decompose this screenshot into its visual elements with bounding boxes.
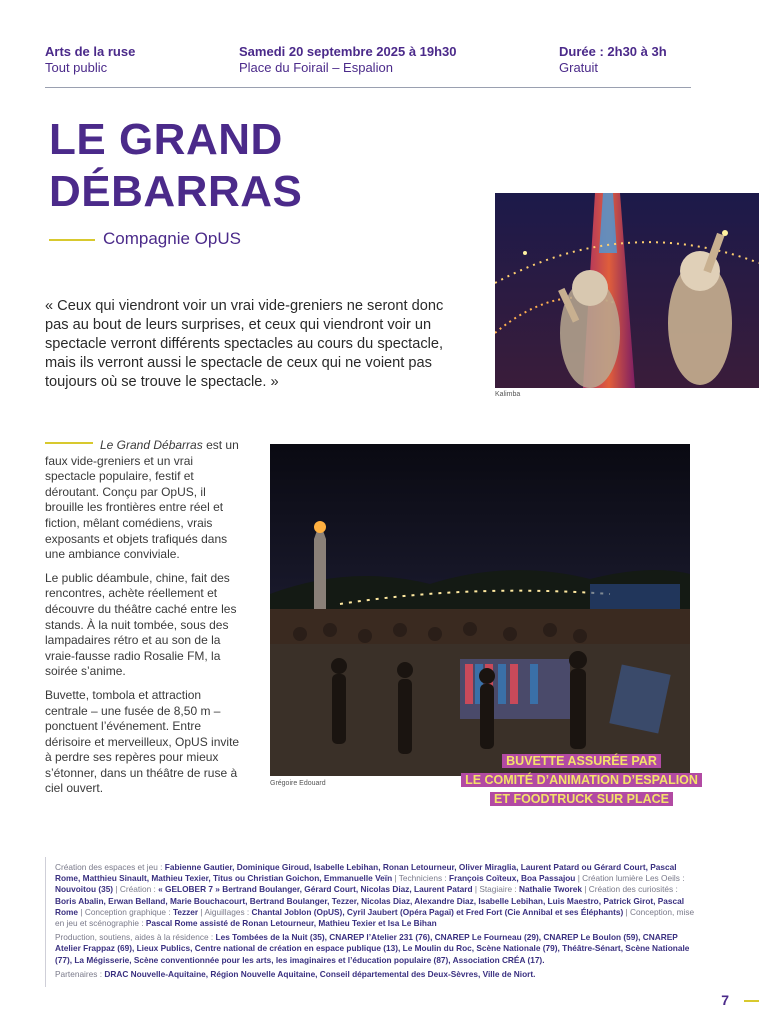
duration-label: Durée : 2h30 à 3h (559, 44, 667, 59)
buvette-line-1: BUVETTE ASSURÉE PAR (502, 754, 661, 768)
description-paragraph-1 (45, 438, 245, 563)
title-line-1: LE GRAND (49, 115, 283, 164)
credit-label: | Création lumière Les Oeils : (575, 873, 685, 884)
company-accent-bar (49, 239, 95, 241)
header-divider (45, 87, 691, 88)
header-col-duration (559, 44, 667, 76)
credit-label: | Création : (113, 884, 159, 895)
quote-text: « Ceux qui viendront voir un vrai vide-greniers ne seront donc pas au bout de leurs surprises, et ceux qui viendront voir un spectacle verront différents spectacles au cours du spectacle, mais ils verront aussi le spectacle de ceux qui ne voient pas toujours où se trouve le spectacle. » (45, 298, 444, 390)
credit-names: François Coïteux, Boa Passajou (449, 873, 576, 884)
buvette-line-2: LE COMITÉ D’ANIMATION D’ESPALION (461, 773, 702, 787)
credit-label: Production, soutiens, aides à la résidence : (55, 932, 216, 943)
credit-label: | Stagiaire : (472, 884, 519, 895)
astronaut-illustration (495, 193, 759, 388)
credit-names: Pascal Rome assisté de Ronan Letourneur, Mathieu Texier et Isa Le Bihan (145, 918, 437, 929)
paragraph-1-text: est un faux vide-greniers et un vrai spectacle populaire, festif et déroutant. Conçu par OpUS, il brouille les frontières entre réel et fiction, mêlant comédiens, vrais exposants et objets trafiqués dans une ambiance conviviale. (45, 438, 239, 562)
page-number: 7 (721, 992, 729, 1008)
credits-production (55, 932, 695, 966)
credits-margin-line (45, 857, 46, 987)
credits-creation (55, 862, 695, 929)
description-paragraph-2: Le public déambule, chine, fait des rencontres, achète réellement et découvre du théâtre caché entre les stands. À la nuit tombée, sous des lampadaires rétro et au son de la vraie-fausse radio Rosalie FM, la soirée s’anime. (45, 570, 237, 679)
genre-label: Arts de la ruse (45, 44, 136, 59)
price-label: Gratuit (559, 60, 599, 75)
credit-names: Chantal Joblon (OpUS), Cyril Jaubert (Opéra Pagaï) et Fred Fort (Cie Annibal et ses Éléphants) (251, 906, 624, 917)
credit-label: | Aiguillages : (198, 906, 252, 917)
title-line-2: DÉBARRAS (49, 167, 303, 216)
description (45, 438, 245, 805)
buvette-line-3: ET FOODTRUCK SUR PLACE (490, 792, 673, 806)
photo2-credit: Grégoire Edouard (270, 780, 326, 787)
credit-names: Nathalie Tworek (519, 884, 583, 895)
credit-label: | Conception, mise en jeu et scénographie : (55, 906, 695, 929)
credits-block (55, 862, 695, 983)
market-illustration (270, 444, 690, 776)
audience-label: Tout public (45, 60, 108, 75)
credit-names: Tezzer (172, 906, 199, 917)
credit-label: | Conception graphique : (78, 906, 173, 917)
credit-names: « GELOBER 7 » Bertrand Boulanger, Gérard Court, Nicolas Diaz, Laurent Patard (158, 884, 473, 895)
description-paragraph-3: Buvette, tombola et attraction centrale – une fusée de 8,50 m – ponctuent l’événement. Entre dérisoire et merveilleux, OpUS invite à perdre ses repères pour mieux s’étonner, dans un théâtre de ruse à ciel ouvert. (45, 687, 240, 796)
photo-night-market (270, 444, 690, 776)
credit-names: Les Tombées de la Nuit (35), CNAREP l’Atelier 231 (76), CNAREP Le Fourneau (29), CNAREP Le Boulon (59), CNAREP Atelier Frappaz (69), Lieux Publics, Centre national de création en espace publique (13), Le Moulin du Roc, Scène Nationale (79), Théâtre-Sénart, Scène Nationale (77), La Mégisserie, Scène conventionnée pour les arts, les imaginaires et l’éducation populaire (87), Association CRÉA (17). (55, 932, 690, 965)
header-col-genre (45, 44, 135, 76)
buvette-info (455, 752, 708, 808)
credit-names: Boris Abalin, Erwan Belland, Marie Bouchacourt, Bertrand Boulanger, Tezzer, Nicolas Diaz, Alexandre Diaz, Isabelle Lebihan, Luis Maestro, Patrick Girot, Pascal Rome (55, 895, 685, 917)
credit-label: | Techniciens : (392, 873, 450, 884)
date-label: Samedi 20 septembre 2025 à 19h30 (239, 44, 457, 59)
page-title (49, 114, 302, 218)
credit-names: DRAC Nouvelle-Aquitaine, Région Nouvelle Aquitaine, Conseil départemental des Deux-Sèvres, Ville de Niort. (104, 968, 536, 979)
photo-astronauts (495, 193, 759, 388)
photo1-credit: Kalimba (495, 391, 521, 398)
credit-names: Fabienne Gautier, Dominique Giroud, Isabelle Lebihan, Ronan Letourneur, Oliver Miraglia, Laurent Patard ou Gérard Court, Pascal Rome, Matthieu Sinault, Mathieu Texier, Titus ou Christian Goichon, Emmanuelle Veïn (55, 862, 677, 884)
credit-names: Nouvoitou (35) (55, 884, 114, 895)
header-col-date (239, 44, 457, 76)
company-name: Compagnie OpUS (103, 229, 241, 248)
venue-label: Place du Foirail – Espalion (239, 60, 393, 75)
page-accent-bar (744, 1000, 759, 1002)
credit-label: Création des espaces et jeu : (55, 862, 165, 872)
show-title-italic: Le Grand Débarras (100, 438, 203, 452)
credit-label: Partenaires : (55, 968, 105, 979)
credit-label: | Création des curiosités : (582, 884, 678, 895)
credits-partners (55, 969, 695, 980)
